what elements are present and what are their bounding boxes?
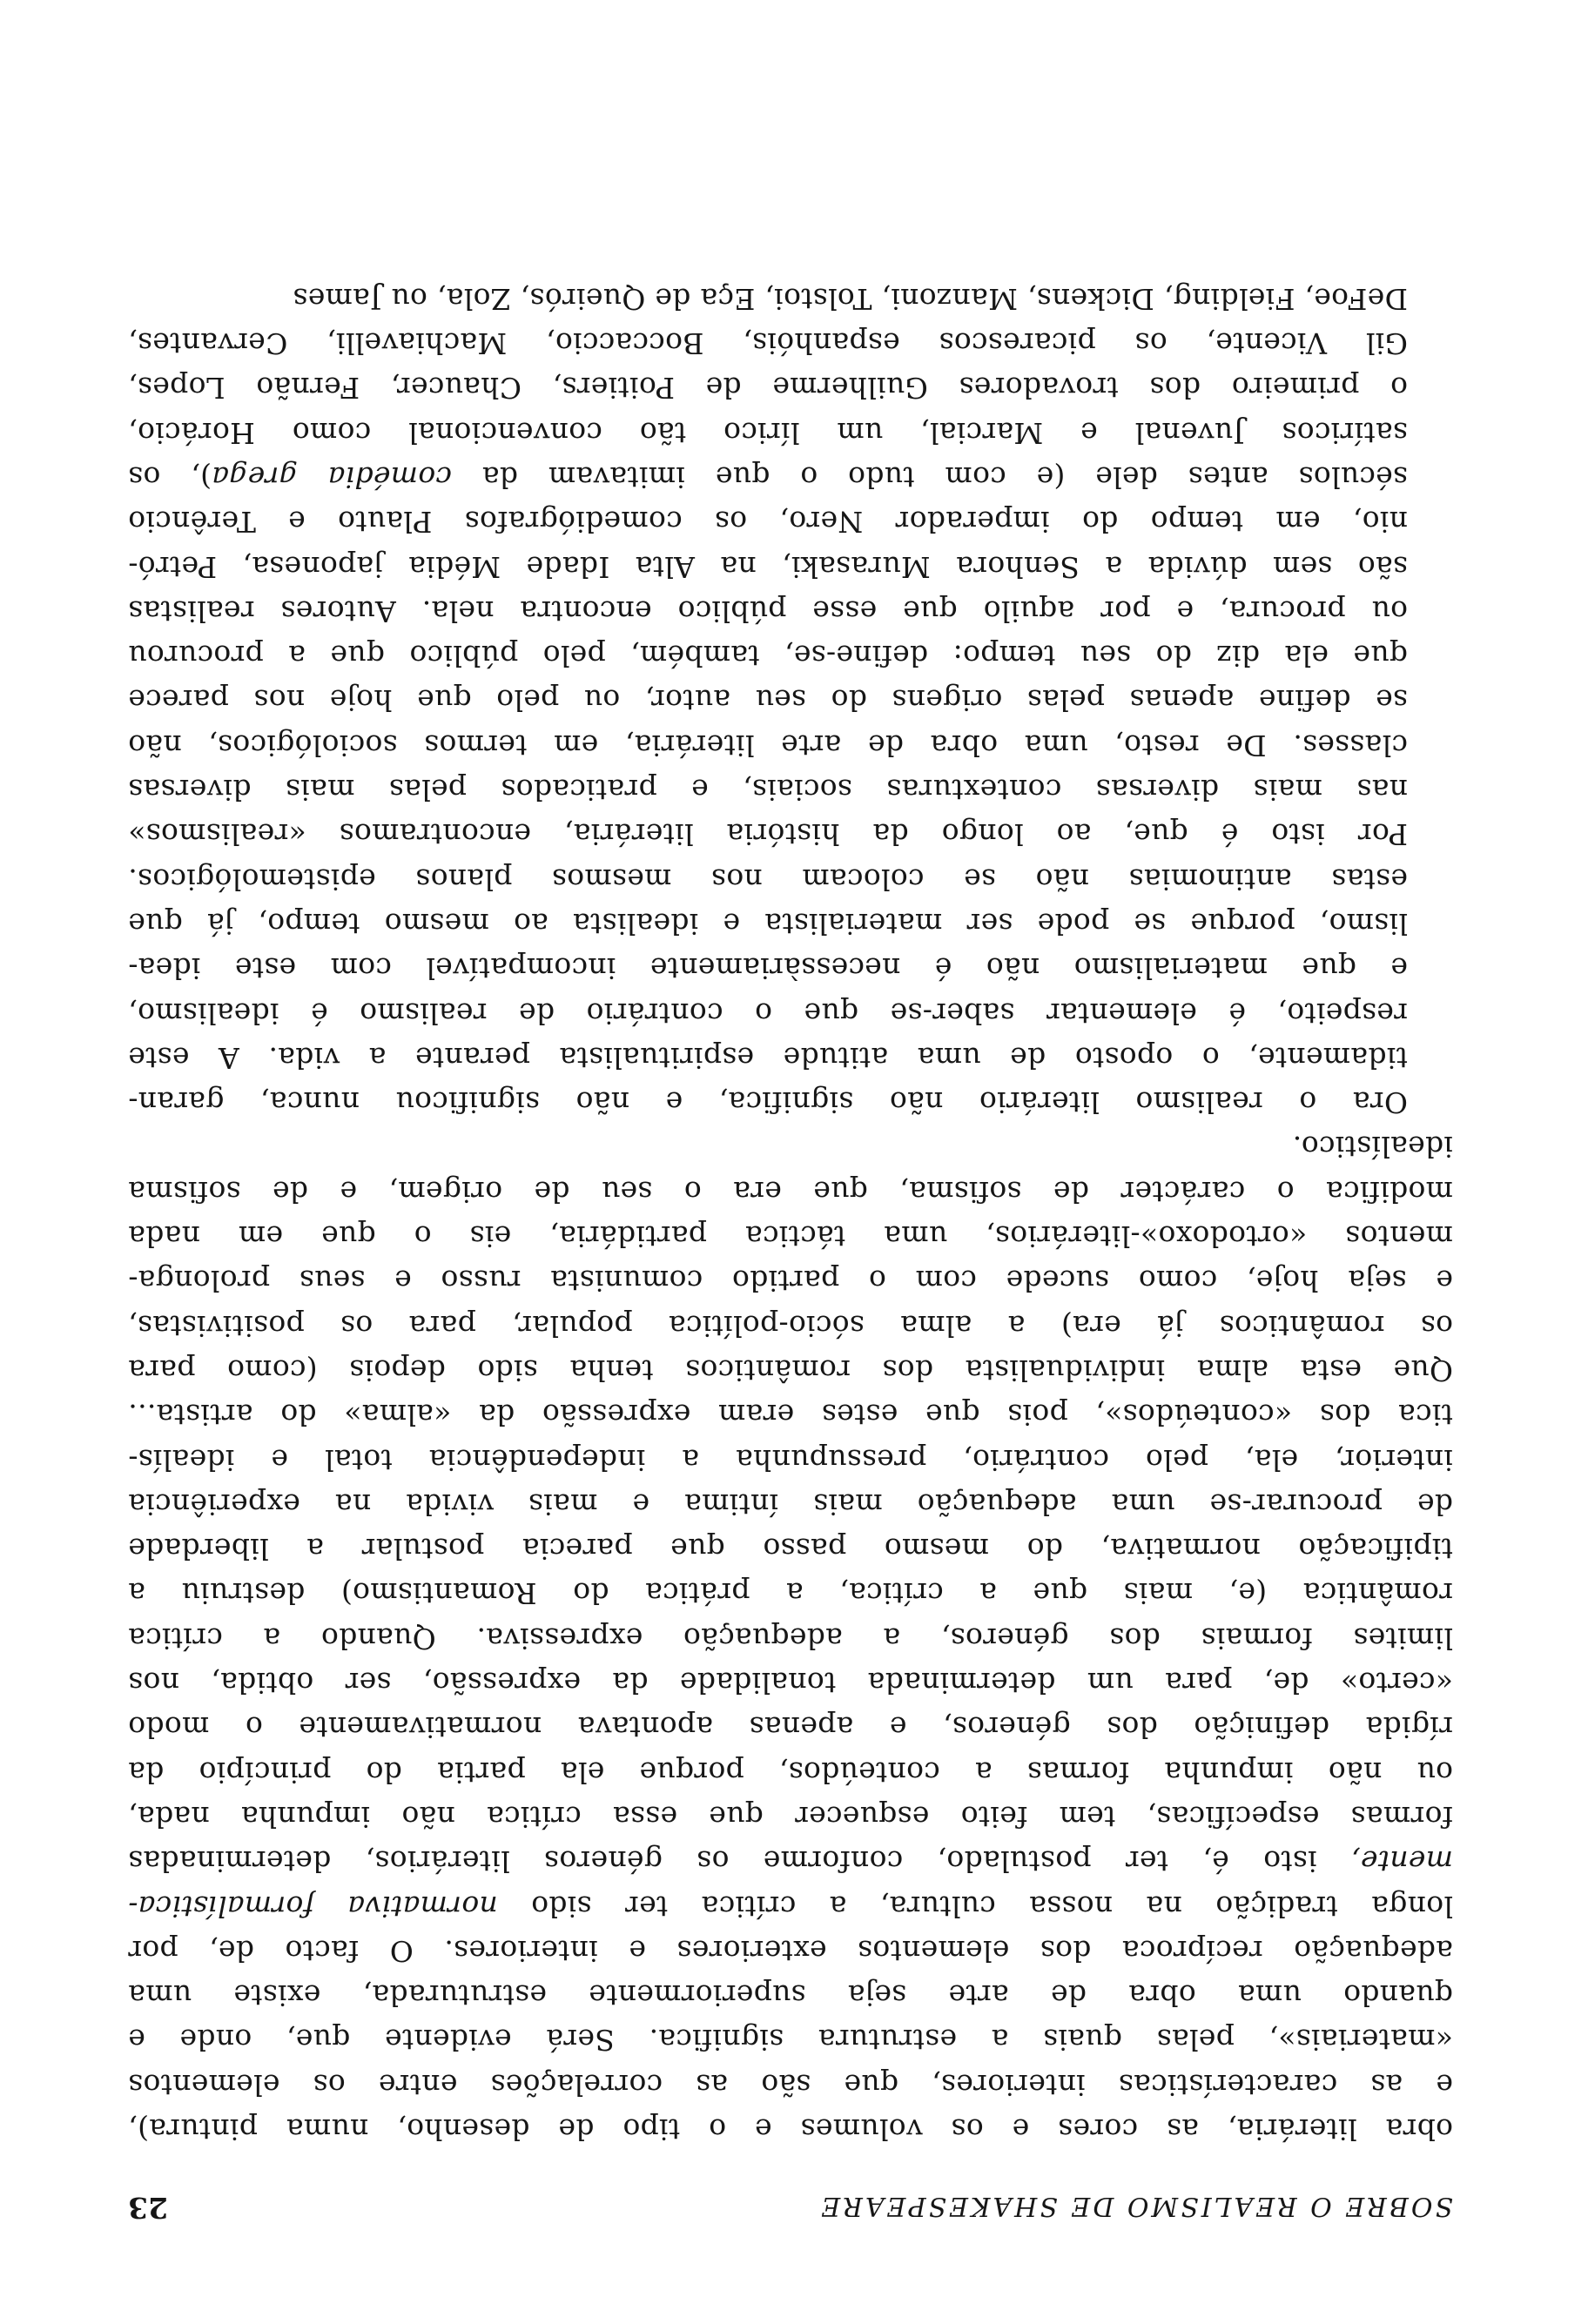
text-line: formas específicas, tem feito esquecer que essa crítica não impunha nada, [128, 1799, 1453, 1834]
text-line: Ora o realismo literário não significa, e não significou nunca, garan- [128, 1085, 1408, 1120]
text-line: interior, ela, pelo contrário, pressupunha a independência total e idealís- [128, 1442, 1453, 1477]
text-line: os românticos já era) a alma sócio-política popular, para os positivistas, [128, 1308, 1453, 1343]
text-line: respeito, é elementar saber-se que o contrário de realismo é idealismo, [128, 996, 1408, 1031]
text-line: Gil Vicente, os picarescos espanhóis, Boccaccio, Machiavelli, Cervantes, [128, 326, 1408, 361]
paragraph-2 [128, 277, 1453, 1125]
page-number: 23 [128, 2191, 168, 2225]
running-title: SOBRE O REALISMO DE SHAKESPEARE [818, 2191, 1453, 2221]
text-line: e as características interiores, que são as correlações entre os elementos [128, 2067, 1453, 2102]
text-line: que ela diz do seu tempo: define-se, também, pelo público que a procurou [128, 639, 1408, 674]
text-line: mentos «ortodoxo»-literários, uma táctica partidária, eis o que em nada [128, 1219, 1453, 1254]
text-line: Por isto é que, ao longo da história literária, encontramos «realismos» [128, 817, 1408, 852]
text-line: tica dos «conteúdos», pois que estes eram expressão da «alma» do artista... [128, 1398, 1453, 1433]
text-line: satíricos Juvenal e Marcial, um lírico tão convencional como Horácio, [128, 415, 1408, 450]
text-line: adequação recíproca dos elementos exteriores e interiores. O facto de, por [128, 1933, 1453, 1968]
text-line: ou procura, e por aquilo que esse público encontra nela. Autores realistas [128, 594, 1408, 628]
body-text [128, 277, 1453, 2152]
text-line: são sem dúvida a Senhora Murasaki, na Alta Idade Média japonesa, Petró- [128, 549, 1408, 584]
text-line: Que esta alma individualista dos românticos tenha sido depois (como para [128, 1353, 1453, 1387]
text-line: romântica (e, mais que a crítica, a prática do Romantismo) destruiu a [128, 1576, 1453, 1611]
text-line: longa tradição na nossa cultura, a crítica ter sido normativa formalística- [128, 1889, 1453, 1924]
text-line: mente, isto é, ter postulado, conforme os géneros literários, determinadas [128, 1844, 1453, 1879]
text-line: limites formais dos géneros, a adequação expressiva. Quando a crítica [128, 1621, 1453, 1656]
text-line: de procurar-se uma adequação mais íntima e mais vivida na experiência [128, 1487, 1453, 1521]
text-line: idealístico. [1292, 1130, 1453, 1165]
running-header [128, 2178, 1453, 2230]
text-line: nas mais diversas contexturas sociais, e praticados pelas mais diversas [128, 773, 1408, 808]
text-line: «materiais», pelas quais a estrutura significa. Será evidente que, onde e [128, 2023, 1453, 2058]
text-line: rígida definição dos géneros, e apenas apontava normativamente o modo [128, 1710, 1453, 1745]
text-line: lismo, porque se pode ser materialista e idealista ao mesmo tempo, já que [128, 906, 1408, 941]
paragraph-1 [128, 1125, 1453, 2152]
text-line: o primeiro dos trovadores Guilherme de Poitiers, Chaucer, Fernão Lopes, [128, 371, 1408, 406]
text-line: estas antinomias não se colocam nos mesmos planos epistemológicos. [128, 862, 1408, 897]
text-line: tidamente, o oposto de uma atitude espiritualista perante a vida. A este [128, 1040, 1408, 1075]
text-line: quando uma obra de arte seja superiormente estruturada, existe uma [128, 1978, 1453, 2013]
text-line: tipificação normativa, do mesmo passo que parecia postular a liberdade [128, 1532, 1453, 1567]
text-line: se define apenas pelas origens do seu autor, ou pelo que hoje nos parece [128, 683, 1408, 718]
text-line: e que materialismo não é necessàriamente incompatível com este idea- [128, 951, 1408, 986]
text-line: modifica o carácter de sofisma, que era o seu de origem, e de sofisma [128, 1174, 1453, 1209]
page-content [128, 277, 1453, 2230]
text-line: séculos antes dele (e com tudo o que imitavam da comédia grega), os [128, 460, 1408, 495]
text-line: obra literária, as cores e os volumes e o tipo de desenho, numa pintura), [128, 2112, 1453, 2146]
text-line: nio, em tempo do imperador Nero, os comediógrafos Plauto e Terêncio [128, 505, 1408, 540]
text-line: e seja hoje, como sucede com o partido comunista russo e seus prolonga- [128, 1264, 1453, 1299]
text-line: «certo» de, para um determinada tonalidade da expressão, ser obtida, nos [128, 1666, 1453, 1701]
text-line: DeFoe, Fielding, Dickens, Manzoni, Tolstoi, Eça de Queirós, Zola, ou James [293, 281, 1408, 316]
text-line: classes. De resto, uma obra de arte literária, em termos sociológicos, não [128, 728, 1408, 762]
text-line: ou não impunha formas a conteúdos, porque ela partia do princípio da [128, 1755, 1453, 1790]
